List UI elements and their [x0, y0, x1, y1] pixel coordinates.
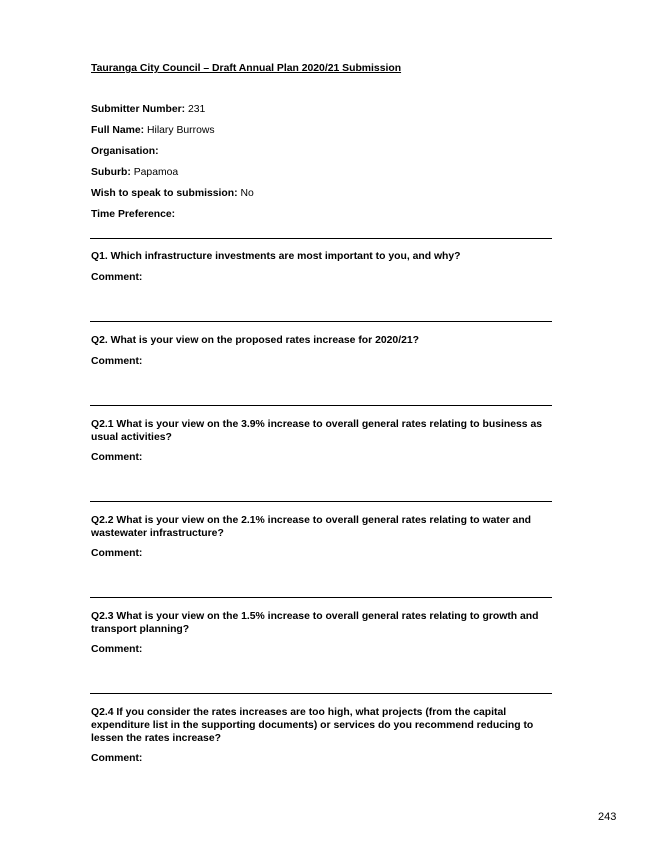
comment-label: Comment:	[91, 356, 143, 367]
question-q2-2: Q2.2 What is your view on the 2.1% increase to overall general rates relating to water and wastewater infrastructure?	[91, 515, 532, 539]
comment-label: Comment:	[91, 452, 143, 463]
question-q2-4: Q2.4 If you consider the rates increases are too high, what projects (from the capital expenditure list in the supporting documents) or services do you recommend reducing to lessen the rates increase?	[91, 707, 534, 744]
field-value: 231	[185, 104, 206, 115]
field-organisation	[91, 145, 159, 158]
field-value: No	[237, 188, 254, 199]
field-value: Hilary Burrows	[144, 125, 215, 136]
question-q2-1: Q2.1 What is your view on the 3.9% increase to overall general rates relating to business as usual activities?	[91, 419, 542, 443]
field-label: Suburb:	[91, 167, 131, 178]
field-label: Wish to speak to submission:	[91, 188, 238, 199]
question-q2-3: Q2.3 What is your view on the 1.5% increase to overall general rates relating to growth and transport planning?	[91, 611, 539, 635]
field-time-preference	[91, 208, 175, 221]
field-full-name	[91, 124, 215, 137]
document-title: Tauranga City Council – Draft Annual Plan 2020/21 Submission	[91, 63, 402, 74]
divider	[90, 405, 552, 406]
comment-label: Comment:	[91, 753, 143, 764]
field-label: Submitter Number:	[91, 104, 186, 115]
field-wish-to-speak	[91, 187, 254, 200]
divider	[90, 597, 552, 598]
question-q1: Q1. Which infrastructure investments are most important to you, and why?	[91, 251, 461, 262]
field-label: Organisation:	[91, 146, 159, 157]
comment-label: Comment:	[91, 272, 143, 283]
divider	[90, 501, 552, 502]
divider	[90, 693, 552, 694]
field-label: Time Preference:	[91, 209, 176, 220]
question-q2: Q2. What is your view on the proposed rates increase for 2020/21?	[91, 335, 419, 346]
comment-label: Comment:	[91, 644, 143, 655]
divider	[90, 238, 552, 239]
field-submitter-number	[91, 103, 205, 116]
comment-label: Comment:	[91, 548, 143, 559]
page-number: 243	[598, 811, 617, 823]
field-suburb	[91, 166, 178, 179]
field-value: Papamoa	[130, 167, 179, 178]
divider	[90, 321, 552, 322]
field-label: Full Name:	[91, 125, 145, 136]
